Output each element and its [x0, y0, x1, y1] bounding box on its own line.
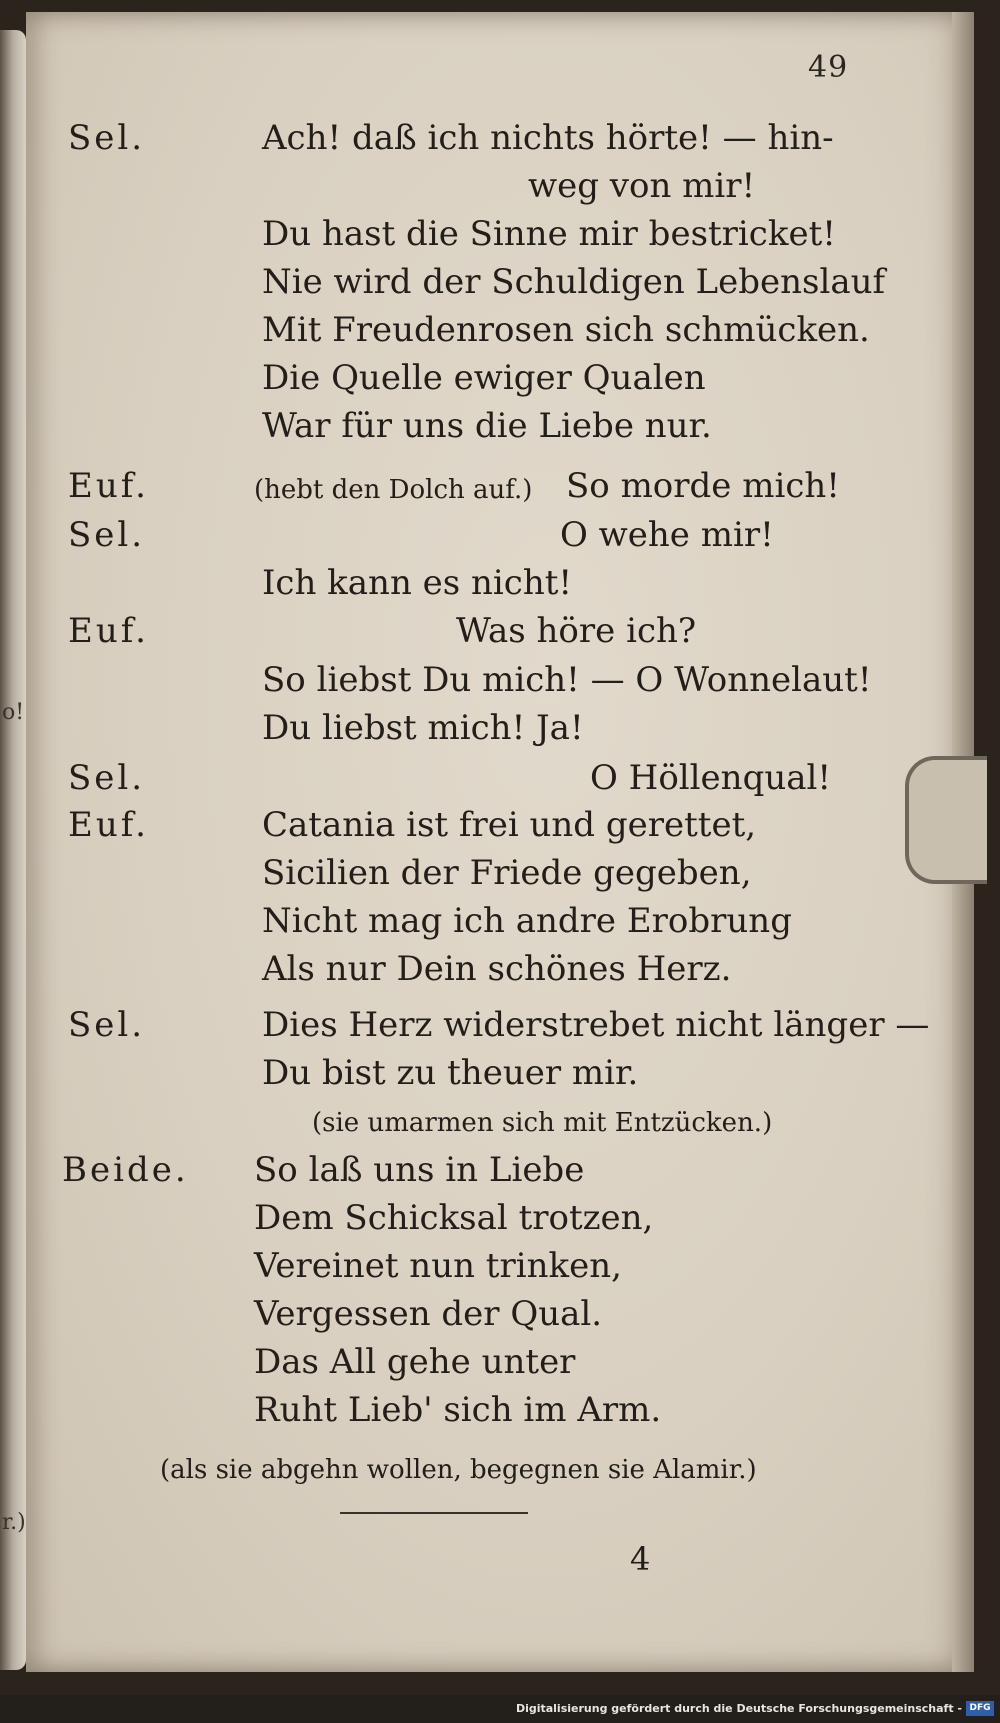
dfg-logo: DFG	[966, 1701, 994, 1716]
verse-line: So laß uns in Liebe	[254, 1150, 585, 1190]
verse-line: Vergessen der Qual.	[254, 1294, 603, 1334]
verse-line: Mit Freudenrosen sich schmücken.	[262, 310, 870, 350]
signature-mark: 4	[630, 1540, 651, 1578]
verse-line: Ruht Lieb' sich im Arm.	[254, 1390, 662, 1430]
verse-line: Dem Schicksal trotzen,	[254, 1198, 654, 1238]
verse-line: Sicilien der Friede gegeben,	[262, 853, 752, 893]
verse-line: Catania ist frei und gerettet,	[262, 805, 757, 845]
page-number: 49	[808, 50, 849, 85]
verse-line: O wehe mir!	[560, 515, 774, 555]
speaker-label: Euf.	[68, 611, 149, 651]
verse-line: War für uns die Liebe nur.	[262, 406, 712, 446]
speaker-label: Beide.	[62, 1150, 189, 1190]
stage-direction: (sie umarmen sich mit Entzücken.)	[312, 1108, 773, 1138]
speaker-label: Sel.	[68, 1005, 146, 1045]
stage-direction: (als sie abgehn wollen, begegnen sie Alamir.)	[160, 1455, 757, 1485]
verse-line: Du bist zu theuer mir.	[262, 1053, 639, 1093]
verse-line: Nicht mag ich andre Erobrung	[262, 901, 792, 941]
speaker-label: Euf.	[68, 805, 149, 845]
verse-line: Was höre ich?	[456, 611, 697, 651]
verse-line: So liebst Du mich! — O Wonnelaut!	[262, 660, 872, 700]
footer-credit: Digitalisierung gefördert durch die Deutsche Forschungsgemeinschaft -	[515, 1702, 962, 1715]
verse-line: Dies Herz widerstrebet nicht länger —	[262, 1005, 930, 1045]
verse-line: Nie wird der Schuldigen Lebenslauf	[262, 262, 886, 302]
speaker-label: Sel.	[68, 758, 146, 798]
verse-line: Du liebst mich! Ja!	[262, 708, 584, 748]
speaker-label: Sel.	[68, 118, 146, 158]
verse-line: Ich kann es nicht!	[262, 563, 573, 603]
verse-line: weg von mir!	[528, 166, 756, 206]
verse-line: Vereinet nun trinken,	[254, 1246, 622, 1286]
edge-fragment: o!	[2, 700, 25, 725]
closing-rule	[340, 1512, 528, 1514]
stage-direction: (hebt den Dolch auf.)	[254, 475, 533, 505]
verse-line: Du hast die Sinne mir bestricket!	[262, 214, 836, 254]
speaker-label: Euf.	[68, 466, 149, 506]
verse-line: O Höllenqual!	[590, 758, 832, 798]
facing-page-edge	[0, 30, 26, 1670]
edge-fragment: r.)	[2, 1510, 26, 1535]
verse-line: Das All gehe unter	[254, 1342, 576, 1382]
verse-line: Die Quelle ewiger Qualen	[262, 358, 706, 398]
verse-line: So morde mich!	[566, 466, 840, 506]
page-tab	[905, 756, 987, 884]
verse-line: Als nur Dein schönes Herz.	[262, 949, 732, 989]
speaker-label: Sel.	[68, 515, 146, 555]
verse-line: Ach! daß ich nichts hörte! — hin-	[262, 118, 834, 158]
